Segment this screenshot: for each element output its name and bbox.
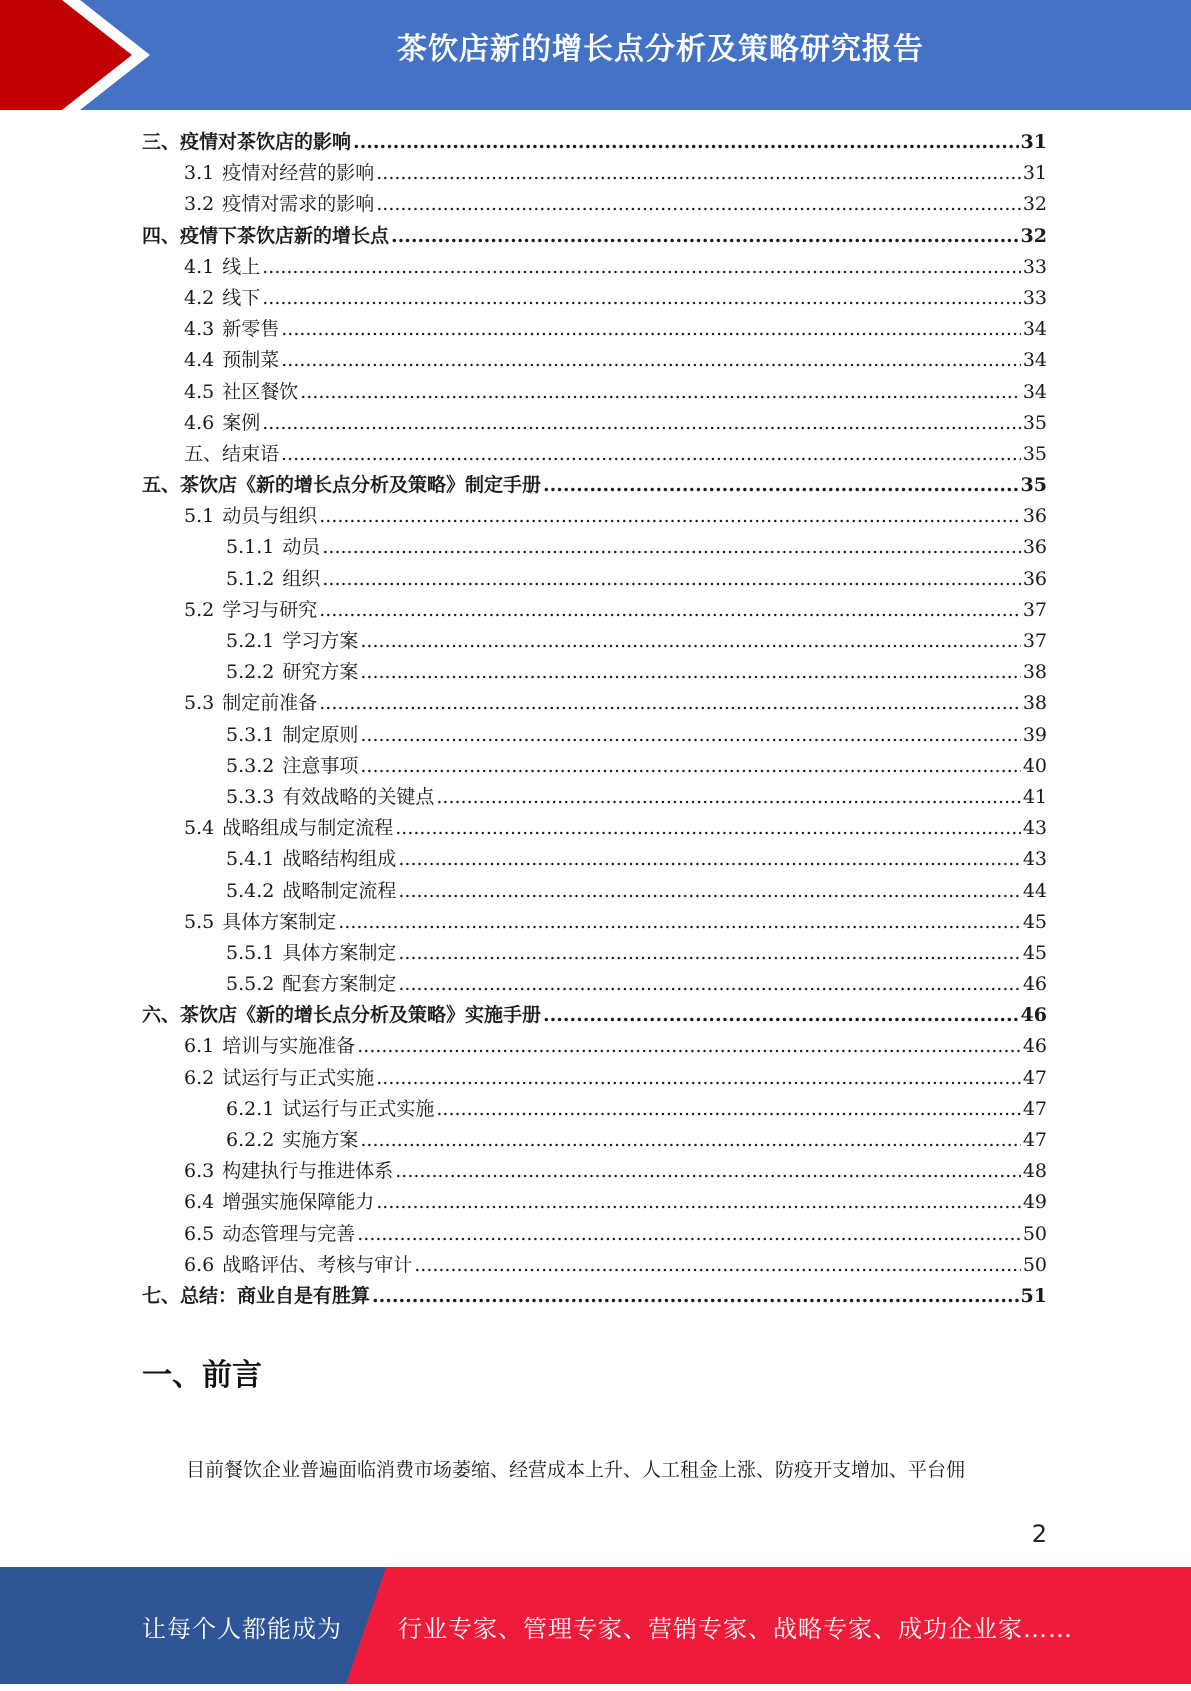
toc-dot-leader bbox=[376, 1063, 1021, 1094]
toc-dot-leader bbox=[543, 470, 1019, 501]
toc-entry-page: 31 bbox=[1020, 131, 1047, 153]
toc-dot-leader bbox=[360, 1125, 1020, 1156]
toc-entry-label: 实施方案 bbox=[282, 1129, 359, 1151]
toc-entry-label: 制定原则 bbox=[282, 723, 359, 746]
toc-entry-label: 社区餐饮 bbox=[222, 380, 299, 403]
toc-dot-leader bbox=[322, 564, 1020, 595]
toc-entry[interactable] bbox=[142, 1187, 1047, 1218]
toc-entry-label: 疫情对需求的影响 bbox=[222, 193, 375, 216]
toc-entry-number: 4.6 bbox=[184, 411, 215, 434]
toc-entry-page: 34 bbox=[1022, 349, 1047, 372]
toc-entry-page: 39 bbox=[1022, 723, 1047, 746]
toc-entry-label: 研究方案 bbox=[282, 661, 359, 684]
toc-entry-page: 38 bbox=[1022, 661, 1047, 684]
toc-entry[interactable] bbox=[142, 532, 1047, 563]
toc-entry[interactable] bbox=[142, 1063, 1047, 1094]
toc-entry[interactable] bbox=[142, 408, 1047, 439]
toc-entry[interactable] bbox=[142, 127, 1047, 158]
toc-entry-label: 有效战略的关键点 bbox=[282, 785, 435, 808]
toc-entry-number: 5.2.2 bbox=[226, 661, 275, 684]
toc-entry-number: 6.3 bbox=[184, 1160, 215, 1183]
toc-entry-number: 5.1.1 bbox=[226, 536, 275, 559]
toc-entry-number: 6.1 bbox=[184, 1035, 215, 1058]
footer-slogan-right: 行业专家、管理专家、营销专家、战略专家、成功企业家…… bbox=[398, 1615, 1073, 1643]
toc-dot-leader bbox=[395, 1156, 1021, 1187]
toc-dot-leader bbox=[376, 158, 1021, 189]
toc-entry[interactable] bbox=[142, 1094, 1047, 1125]
toc-dot-leader bbox=[398, 938, 1020, 969]
toc-entry[interactable] bbox=[142, 1125, 1047, 1156]
page-number: 2 bbox=[1031, 1520, 1047, 1548]
toc-entry-label: 战略组成与制定流程 bbox=[222, 817, 394, 840]
toc-entry-label: 具体方案制定 bbox=[222, 910, 337, 933]
toc-dot-leader bbox=[360, 751, 1020, 782]
toc-dot-leader bbox=[376, 189, 1021, 220]
body-paragraph: 目前餐饮企业普遍面临消费市场萎缩、经营成本上升、人工租金上涨、防疫开支增加、平台佣 bbox=[186, 1459, 966, 1481]
toc-entry-label: 动员 bbox=[282, 536, 321, 559]
toc-entry-label: 具体方案制定 bbox=[282, 941, 397, 964]
toc-dot-leader bbox=[319, 688, 1021, 719]
toc-entry-label: 七、总结：商业自是有胜算 bbox=[142, 1284, 371, 1307]
toc-entry-label: 组织 bbox=[282, 567, 321, 590]
section-title: 一、前言 bbox=[142, 1358, 262, 1393]
toc-entry-page: 50 bbox=[1022, 1253, 1047, 1276]
toc-dot-leader bbox=[300, 377, 1021, 408]
toc-entry-page: 47 bbox=[1022, 1097, 1047, 1120]
toc-entry-number: 5.2.1 bbox=[226, 630, 275, 652]
toc-entry-number: 5.2 bbox=[184, 598, 215, 621]
toc-dot-leader bbox=[414, 1250, 1021, 1281]
toc-entry-number: 5.4.2 bbox=[226, 879, 275, 902]
toc-entry-label: 构建执行与推进体系 bbox=[222, 1160, 394, 1183]
toc-entry-label: 学习方案 bbox=[282, 630, 359, 652]
toc-entry-label: 线下 bbox=[222, 286, 261, 309]
toc-entry-label: 培训与实施准备 bbox=[222, 1035, 356, 1058]
toc-dot-leader bbox=[319, 501, 1021, 532]
toc-entry-number: 4.5 bbox=[184, 380, 215, 403]
toc-dot-leader bbox=[398, 844, 1020, 875]
toc-dot-leader bbox=[436, 782, 1020, 813]
toc-entry-page: 50 bbox=[1022, 1222, 1047, 1245]
toc-entry-number: 5.3.2 bbox=[226, 754, 275, 777]
toc-entry-number: 4.1 bbox=[184, 255, 215, 278]
toc-entry-label: 战略结构组成 bbox=[282, 848, 397, 871]
toc-dot-leader bbox=[398, 876, 1020, 907]
toc-entry-page: 40 bbox=[1022, 754, 1047, 777]
toc-entry[interactable] bbox=[142, 1031, 1047, 1062]
toc-entry[interactable] bbox=[142, 1156, 1047, 1187]
toc-entry-label: 线上 bbox=[222, 255, 261, 278]
toc-entry-number: 6.4 bbox=[184, 1191, 215, 1214]
toc-entry-page: 35 bbox=[1022, 411, 1047, 434]
toc-entry-page: 37 bbox=[1022, 598, 1047, 621]
toc-entry[interactable] bbox=[142, 969, 1047, 1000]
toc-entry-label: 试运行与正式实施 bbox=[282, 1097, 435, 1120]
toc-entry-page: 36 bbox=[1022, 536, 1047, 559]
toc-entry-number: 6.2 bbox=[184, 1066, 215, 1089]
toc-entry-page: 33 bbox=[1022, 255, 1047, 278]
toc-entry[interactable] bbox=[142, 158, 1047, 189]
toc-entry-label: 注意事项 bbox=[282, 754, 359, 777]
toc-entry-label: 动员与组织 bbox=[222, 505, 318, 528]
toc-entry[interactable] bbox=[142, 844, 1047, 875]
toc-entry[interactable] bbox=[142, 1219, 1047, 1250]
toc-entry-page: 33 bbox=[1022, 286, 1047, 309]
toc-entry-page: 46 bbox=[1022, 1035, 1047, 1058]
toc-entry-number: 3.2 bbox=[184, 193, 215, 216]
toc-dot-leader bbox=[360, 626, 1020, 657]
toc-entry-page: 51 bbox=[1020, 1284, 1047, 1307]
toc-entry[interactable] bbox=[142, 189, 1047, 220]
toc-entry-page: 36 bbox=[1022, 505, 1047, 528]
toc-entry-page: 45 bbox=[1022, 910, 1047, 933]
document-title: 茶饮店新的增长点分析及策略研究报告 bbox=[397, 32, 924, 67]
toc-dot-leader bbox=[281, 314, 1021, 345]
toc-entry-label: 配套方案制定 bbox=[282, 973, 397, 996]
toc-entry[interactable] bbox=[142, 283, 1047, 314]
toc-entry[interactable] bbox=[142, 876, 1047, 907]
toc-entry-page: 46 bbox=[1020, 1004, 1047, 1027]
toc-entry-page: 34 bbox=[1022, 380, 1047, 403]
table-of-contents bbox=[142, 127, 1047, 1312]
toc-entry-number: 6.5 bbox=[184, 1222, 215, 1245]
toc-entry[interactable] bbox=[142, 813, 1047, 844]
toc-entry[interactable] bbox=[142, 564, 1047, 595]
toc-entry-page: 38 bbox=[1022, 692, 1047, 715]
toc-entry[interactable] bbox=[142, 688, 1047, 719]
toc-entry-number: 5.5.2 bbox=[226, 973, 275, 996]
toc-entry-number: 3.1 bbox=[184, 162, 215, 185]
toc-entry[interactable] bbox=[142, 1250, 1047, 1281]
page-footer bbox=[0, 1567, 1191, 1684]
toc-entry-page: 31 bbox=[1022, 162, 1047, 185]
toc-entry-label: 五、茶饮店《新的增长点分析及策略》制定手册 bbox=[142, 474, 542, 497]
toc-entry-page: 44 bbox=[1022, 879, 1047, 902]
toc-entry-number: 4.4 bbox=[184, 349, 215, 372]
toc-entry-label: 试运行与正式实施 bbox=[222, 1066, 375, 1089]
toc-entry[interactable] bbox=[142, 377, 1047, 408]
toc-entry-page: 36 bbox=[1022, 567, 1047, 590]
toc-entry-number: 6.2.2 bbox=[226, 1129, 275, 1151]
toc-entry-number: 5.4.1 bbox=[226, 848, 275, 871]
toc-dot-leader bbox=[360, 657, 1020, 688]
toc-entry-page: 43 bbox=[1022, 817, 1047, 840]
toc-entry-page: 34 bbox=[1022, 318, 1047, 341]
page-header bbox=[0, 0, 1191, 110]
toc-entry[interactable] bbox=[142, 938, 1047, 969]
toc-entry[interactable] bbox=[142, 439, 1047, 470]
toc-dot-leader bbox=[357, 1031, 1021, 1062]
toc-dot-leader bbox=[357, 1219, 1021, 1250]
toc-entry-label: 六、茶饮店《新的增长点分析及策略》实施手册 bbox=[142, 1004, 542, 1027]
footer-slogan-left: 让每个人都能成为 bbox=[142, 1615, 342, 1643]
toc-dot-leader bbox=[262, 408, 1021, 439]
toc-entry[interactable] bbox=[142, 314, 1047, 345]
toc-entry-page: 32 bbox=[1022, 193, 1047, 216]
toc-entry[interactable] bbox=[142, 221, 1047, 252]
toc-entry-page: 47 bbox=[1022, 1129, 1047, 1151]
toc-dot-leader bbox=[353, 127, 1019, 158]
toc-dot-leader bbox=[319, 595, 1021, 626]
toc-dot-leader bbox=[543, 1000, 1019, 1031]
toc-entry-label: 制定前准备 bbox=[222, 692, 318, 715]
toc-entry[interactable] bbox=[142, 626, 1047, 657]
toc-entry-label: 新零售 bbox=[222, 318, 280, 341]
toc-entry[interactable] bbox=[142, 595, 1047, 626]
toc-dot-leader bbox=[436, 1094, 1020, 1125]
toc-entry-label: 动态管理与完善 bbox=[222, 1222, 356, 1245]
toc-entry-page: 37 bbox=[1022, 630, 1047, 652]
toc-entry[interactable] bbox=[142, 1000, 1047, 1031]
toc-entry[interactable] bbox=[142, 252, 1047, 283]
toc-entry-page: 49 bbox=[1022, 1191, 1047, 1214]
toc-entry-label: 案例 bbox=[222, 411, 261, 434]
toc-entry[interactable] bbox=[142, 720, 1047, 751]
toc-entry-number: 6.2.1 bbox=[226, 1097, 275, 1120]
toc-entry-label: 战略制定流程 bbox=[282, 879, 397, 902]
toc-entry[interactable] bbox=[142, 907, 1047, 938]
toc-entry[interactable] bbox=[142, 1281, 1047, 1312]
toc-entry-page: 46 bbox=[1022, 973, 1047, 996]
toc-dot-leader bbox=[281, 439, 1021, 470]
toc-dot-leader bbox=[395, 813, 1021, 844]
toc-entry-label: 战略评估、考核与审计 bbox=[222, 1253, 413, 1276]
toc-entry[interactable] bbox=[142, 501, 1047, 532]
toc-entry-number: 5.3 bbox=[184, 692, 215, 715]
toc-entry-page: 45 bbox=[1022, 941, 1047, 964]
toc-entry-label: 学习与研究 bbox=[222, 598, 318, 621]
toc-dot-leader bbox=[360, 720, 1020, 751]
toc-dot-leader bbox=[376, 1187, 1021, 1218]
toc-entry-label: 增强实施保障能力 bbox=[222, 1191, 375, 1214]
toc-entry-number: 5.4 bbox=[184, 817, 215, 840]
toc-dot-leader bbox=[398, 969, 1020, 1000]
toc-entry[interactable] bbox=[142, 782, 1047, 813]
toc-dot-leader bbox=[262, 252, 1021, 283]
toc-dot-leader bbox=[338, 907, 1021, 938]
toc-entry-page: 41 bbox=[1022, 785, 1047, 808]
toc-entry-page: 32 bbox=[1020, 224, 1047, 247]
toc-entry-label: 疫情对经营的影响 bbox=[222, 162, 375, 185]
toc-entry-number: 4.3 bbox=[184, 318, 215, 341]
toc-dot-leader bbox=[322, 532, 1020, 563]
toc-entry[interactable] bbox=[142, 657, 1047, 688]
toc-entry-page: 48 bbox=[1022, 1160, 1047, 1183]
toc-entry-label: 四、疫情下茶饮店新的增长点 bbox=[142, 224, 390, 247]
toc-dot-leader bbox=[391, 221, 1019, 252]
toc-entry-number: 5.3.1 bbox=[226, 723, 275, 746]
toc-entry-number: 5.3.3 bbox=[226, 785, 275, 808]
toc-entry-label: 三、疫情对茶饮店的影响 bbox=[142, 131, 352, 153]
toc-entry-number: 5.5 bbox=[184, 910, 215, 933]
toc-dot-leader bbox=[281, 345, 1021, 376]
toc-entry-number: 5.1 bbox=[184, 505, 215, 528]
toc-entry-number: 5.5.1 bbox=[226, 941, 275, 964]
toc-entry-page: 35 bbox=[1020, 474, 1047, 497]
toc-entry-label: 五、结束语 bbox=[184, 442, 280, 465]
toc-dot-leader bbox=[262, 283, 1021, 314]
toc-entry[interactable] bbox=[142, 470, 1047, 501]
toc-entry-number: 4.2 bbox=[184, 286, 215, 309]
toc-entry-number: 6.6 bbox=[184, 1253, 215, 1276]
toc-entry-number: 5.1.2 bbox=[226, 567, 275, 590]
toc-entry-label: 预制菜 bbox=[222, 349, 280, 372]
toc-dot-leader bbox=[372, 1281, 1019, 1312]
toc-entry[interactable] bbox=[142, 751, 1047, 782]
toc-entry-page: 47 bbox=[1022, 1066, 1047, 1089]
toc-entry-page: 35 bbox=[1022, 442, 1047, 465]
toc-entry[interactable] bbox=[142, 345, 1047, 376]
toc-entry-page: 43 bbox=[1022, 848, 1047, 871]
